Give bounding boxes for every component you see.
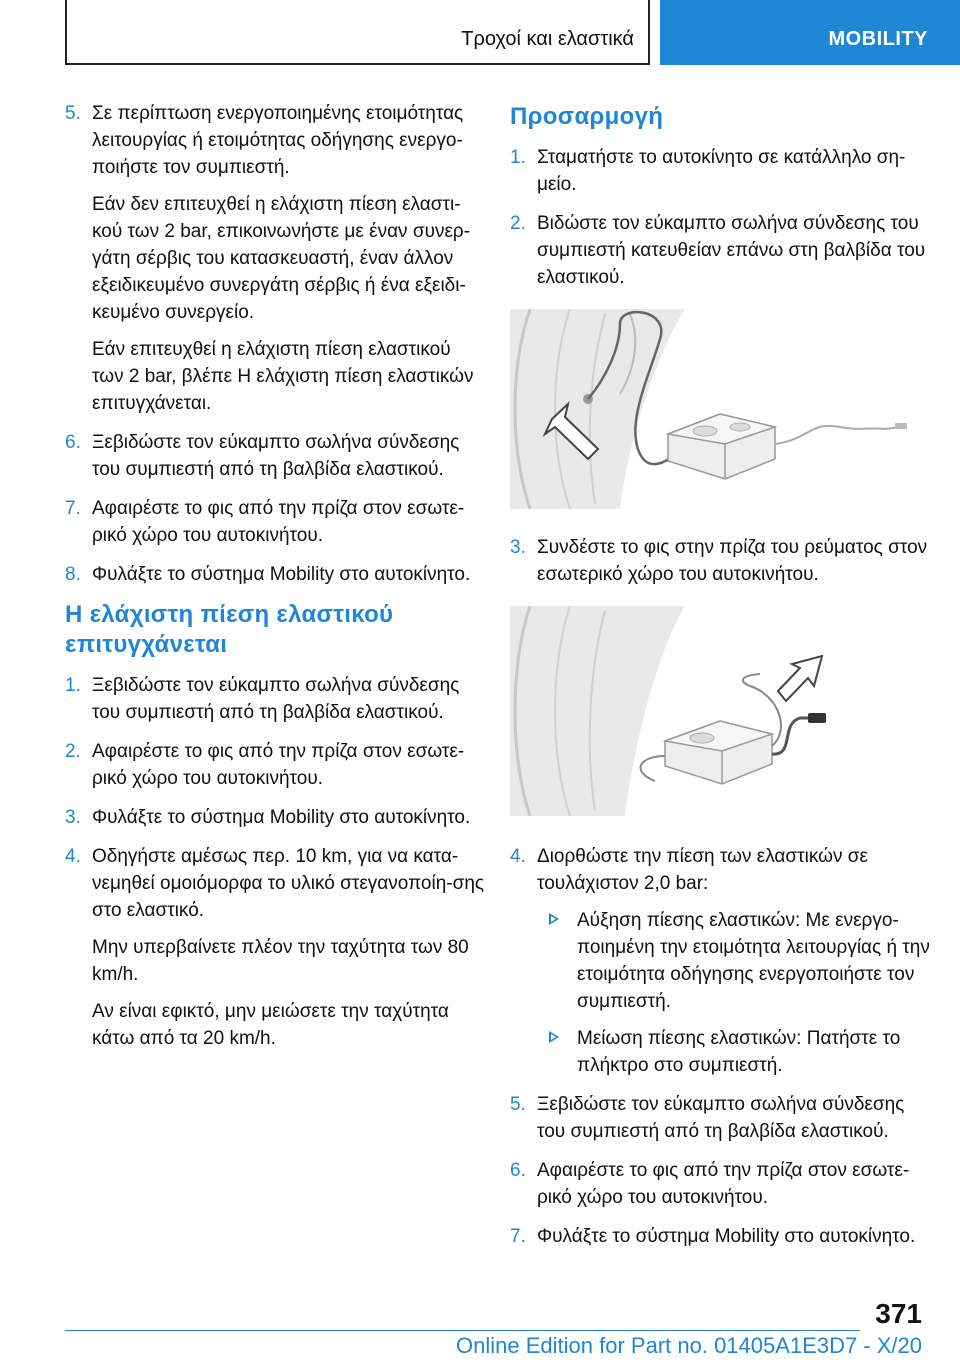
right-column [510, 100, 930, 1262]
sub-item-text: Αύξηση πίεσης ελαστικών: Με ενεργο-ποιημένη την ετοιμότητα λειτουργίας ή την ετοιμότητα οδήγησης ενεργοποιήστε τον συμπιεστή. [577, 910, 930, 1012]
step-text: Βιδώστε τον εύκαμπτο σωλήνα σύνδεσης του συμπιεστή κατευθείαν επάνω στη βαλβίδα του ελαστικού. [537, 213, 926, 288]
step-number: 2. [65, 741, 81, 762]
step-number: 2. [510, 213, 526, 234]
list-item [65, 561, 485, 588]
step-number: 3. [510, 537, 526, 558]
step-number: 4. [510, 846, 526, 867]
list-item [510, 210, 930, 291]
step-number: 6. [65, 432, 81, 453]
step-number: 7. [510, 1226, 526, 1247]
sub-item [537, 907, 930, 1015]
step-text: Αφαιρέστε το φις από την πρίζα στον εσωτε-ρικό χώρο του αυτοκινήτου. [537, 1160, 910, 1208]
left-column [65, 100, 485, 1064]
step-text: Διορθώστε την πίεση των ελαστικών σε τουλάχιστον 2,0 bar: [537, 846, 868, 894]
list-item [65, 738, 485, 792]
list-item [65, 100, 485, 417]
step-text: Σταματήστε το αυτοκίνητο σε κατάλληλο ση-μείο. [537, 147, 906, 195]
compressor-valve-illustration [510, 309, 930, 509]
step-number: 8. [65, 564, 81, 585]
chapter-tab[interactable] [660, 0, 960, 65]
sub-item-text: Μείωση πίεσης ελαστικών: Πατήστε το πλήκτρο στο συμπιεστή. [577, 1028, 901, 1076]
chapter-tab-label: MOBILITY [828, 28, 928, 50]
step-number: 6. [510, 1160, 526, 1181]
step-text: Αφαιρέστε το φις από την πρίζα στον εσωτε-ρικό χώρο του αυτοκινήτου. [92, 741, 465, 789]
step-text: Μην υπερβαίνετε πλέον την ταχύτητα των 80 km/h. [92, 937, 469, 985]
step-number: 5. [510, 1094, 526, 1115]
step-number: 4. [65, 846, 81, 867]
step-number: 1. [510, 147, 526, 168]
list-item [510, 1223, 930, 1250]
step-text: Συνδέστε το φις στην πρίζα του ρεύματος στον εσωτερικό χώρο του αυτοκινήτου. [537, 537, 928, 585]
header-section-box [65, 0, 650, 65]
list-item [510, 534, 930, 588]
step-text: Ξεβιδώστε τον εύκαμπτο σωλήνα σύνδεσης του συμπιεστή από τη βαλβίδα ελαστικού. [92, 675, 460, 723]
step-text: Αν είναι εφικτό, μην μειώσετε την ταχύτητα κάτω από τα 20 km/h. [92, 1001, 449, 1049]
step-number: 3. [65, 807, 81, 828]
list-item [510, 144, 930, 198]
section-heading: Προσαρμογή [510, 103, 664, 130]
step-number: 1. [65, 675, 81, 696]
list-item [65, 495, 485, 549]
step-text: Εάν επιτευχθεί η ελάχιστη πίεση ελαστικού των 2 bar, βλέπε Η ελάχιστη πίεση ελαστικών επιτυγχάνεται. [92, 339, 474, 414]
page-number: 371 [875, 1298, 922, 1329]
step-text: Αφαιρέστε το φις από την πρίζα στον εσωτε-ρικό χώρο του αυτοκινήτου. [92, 498, 465, 546]
list-item [510, 1091, 930, 1145]
section-heading: Η ελάχιστη πίεση ελαστικού επιτυγχάνεται [65, 601, 394, 658]
step-text: Εάν δεν επιτευχθεί η ελάχιστη πίεση ελαστι-κού των 2 bar, επικοινωνήστε με έναν συνερ-γάτη σέρβις του κατασκευαστή, έναν άλλον εξειδικευμένο συνεργάτη σέρβις ή ένα εξειδι-κευμένο συνεργείο. [92, 194, 471, 323]
list-item [65, 804, 485, 831]
step-text: Φυλάξτε το σύστημα Mobility στο αυτοκίνητο. [92, 807, 471, 828]
step-text: Φυλάξτε το σύστημα Mobility στο αυτοκίνητο. [537, 1226, 916, 1247]
edition-footer: Online Edition for Part no. 01405A1E3D7 - X/20 [456, 1333, 922, 1358]
list-item [65, 843, 485, 1052]
sub-item [537, 1025, 930, 1079]
step-number: 5. [65, 103, 81, 124]
step-text: Οδηγήστε αμέσως περ. 10 km, για να κατα-νεμηθεί ομοιόμορφα το υλικό στεγανοποίη-σης στο ελαστικό. [92, 846, 485, 921]
list-item [510, 1157, 930, 1211]
step-text: Φυλάξτε το σύστημα Mobility στο αυτοκίνητο. [92, 564, 471, 585]
compressor-plug-illustration [510, 606, 930, 816]
list-item [65, 672, 485, 726]
section-title: Τροχοί και ελαστικά [461, 28, 634, 50]
triangle-bullet-icon [549, 1031, 559, 1043]
triangle-bullet-icon [549, 913, 559, 925]
step-text: Ξεβιδώστε τον εύκαμπτο σωλήνα σύνδεσης του συμπιεστή από τη βαλβίδα ελαστικού. [92, 432, 460, 480]
footer-divider [65, 1330, 860, 1331]
step-text: Σε περίπτωση ενεργοποιημένης ετοιμότητας λειτουργίας ή ετοιμότητας οδήγησης ενεργο-ποιήστε τον συμπιεστή. [92, 103, 464, 178]
list-item [65, 429, 485, 483]
step-text: Ξεβιδώστε τον εύκαμπτο σωλήνα σύνδεσης του συμπιεστή από τη βαλβίδα ελαστικού. [537, 1094, 905, 1142]
list-item [510, 843, 930, 1079]
step-number: 7. [65, 498, 81, 519]
